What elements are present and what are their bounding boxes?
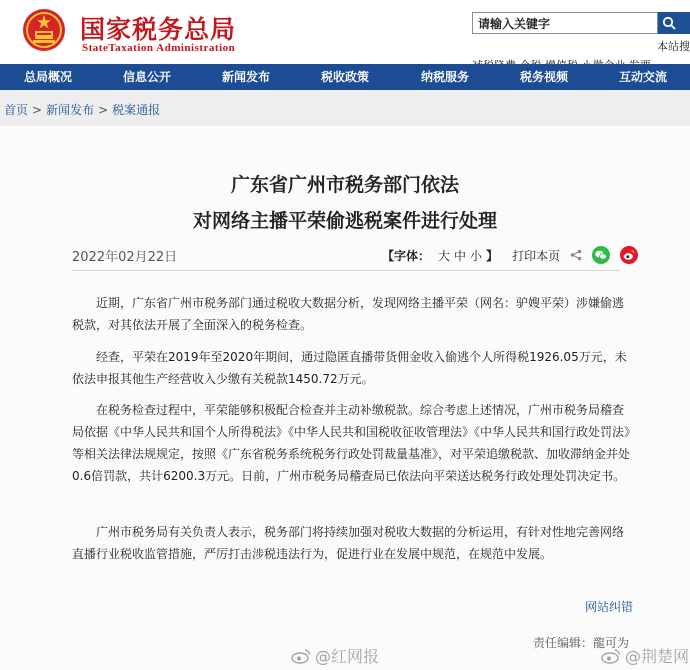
site-logo-subtitle: StateTaxation Administration xyxy=(82,42,236,54)
share-icon[interactable] xyxy=(570,249,582,261)
article-title-line2: 对网络主播平荣偷逃税案件进行处理 xyxy=(192,210,497,232)
nav-item-video[interactable]: 税务视频 xyxy=(520,70,569,84)
article-paragraph-1: 近期，广东省广州市税务部门通过税收大数据分析，发现网络主播平荣（网名：驴嫂平荣）涉嫌偷逃税款，对其依法开展了全面深入的税务检查。 xyxy=(72,296,625,332)
font-size-close: 】 xyxy=(486,248,499,263)
site-correction-link[interactable]: 网站纠错 xyxy=(585,600,634,614)
search-input[interactable] xyxy=(473,14,661,34)
watermark-right xyxy=(600,644,689,667)
breadcrumb-tax-cases[interactable]: 税案通报 xyxy=(112,103,161,117)
weibo-watermark-icon xyxy=(600,648,622,664)
article-paragraph-2: 经查，平荣在2019年至2020年期间，通过隐匿直播带货佣金收入偷逃个人所得税1926.05万元，未依法申报其他生产经营收入少缴有关税款1450.72万元。 xyxy=(72,350,627,386)
responsible-editor: 责任编辑：龍可为 xyxy=(533,636,630,650)
font-size-medium[interactable]: 中 xyxy=(454,248,467,263)
nav-item-interaction[interactable]: 互动交流 xyxy=(619,70,668,84)
weibo-watermark-icon xyxy=(290,648,312,664)
nav-item-news[interactable]: 新闻发布 xyxy=(222,70,271,84)
article-title-line1: 广东省广州市税务部门依法 xyxy=(230,174,459,196)
watermark-left xyxy=(290,644,379,667)
breadcrumb-news[interactable]: 新闻发布 xyxy=(46,103,95,117)
article-paragraph-3: 在税务检查过程中，平荣能够积极配合检查并主动补缴税款。综合考虑上述情况，广州市税务局稽查局依据《中华人民共和国个人所得税法》《中华人民共和国税收征收管理法》《中华人民共和国行政处罚法》等相关法律法规规定，按照《广东省税务系统税务行政处罚裁量基准》，对平荣追缴税款、加收滞纳金并处0.6倍罚款，共计6200.3万元。日前，广州市税务局稽查局已依法向平荣送达税务行政处理处罚决定书。 xyxy=(72,403,631,483)
article-panel xyxy=(0,126,690,670)
site-search-link[interactable]: 本站搜 xyxy=(657,40,690,53)
search-box xyxy=(472,12,658,34)
watermark-right-text: @荆楚网 xyxy=(625,647,690,666)
wechat-icon[interactable] xyxy=(592,246,610,264)
main-nav xyxy=(0,64,690,90)
article-divider xyxy=(72,270,620,271)
nav-item-overview[interactable]: 总局概况 xyxy=(24,70,73,84)
article-date: 2022年02月22日 xyxy=(72,250,178,265)
watermark-left-text: @红网报 xyxy=(315,647,380,666)
search-icon xyxy=(662,16,676,30)
nav-item-policy[interactable]: 税收政策 xyxy=(321,70,370,84)
font-size-large[interactable]: 大 xyxy=(438,248,451,263)
article-paragraph-4: 广州市税务局有关负责人表示，税务部门将持续加强对税收大数据的分析运用，有针对性地完善网络直播行业税收监管措施，严厉打击涉税违法行为，促进行业在发展中规范，在规范中发展。 xyxy=(72,525,625,561)
article-tools xyxy=(382,246,638,264)
breadcrumb xyxy=(0,98,690,122)
weibo-icon[interactable] xyxy=(620,246,638,264)
breadcrumb-separator: > xyxy=(98,103,109,117)
breadcrumb-home[interactable]: 首页 xyxy=(4,103,29,117)
font-size-label: 【字体： xyxy=(382,248,431,263)
search-button[interactable] xyxy=(658,12,690,34)
national-emblem-icon[interactable] xyxy=(22,8,66,52)
breadcrumb-separator: > xyxy=(32,103,43,117)
print-page-link[interactable]: 打印本页 xyxy=(512,248,561,263)
nav-item-service[interactable]: 纳税服务 xyxy=(421,70,470,84)
site-header xyxy=(0,0,690,64)
font-size-small[interactable]: 小 xyxy=(470,248,483,263)
site-logo-title[interactable]: 国家税务总局 xyxy=(80,15,237,44)
nav-item-info[interactable]: 信息公开 xyxy=(123,70,172,84)
